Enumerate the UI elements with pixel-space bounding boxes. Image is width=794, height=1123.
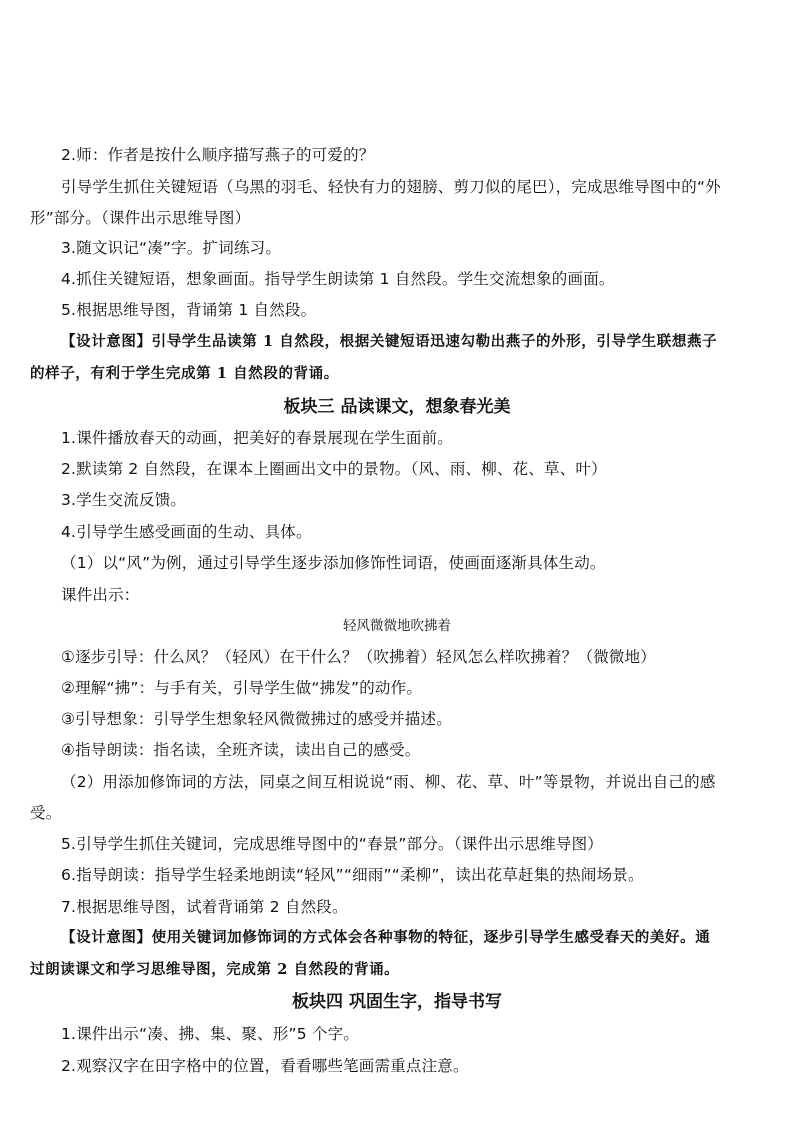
text-line: （2）用添加修饰词的方法，同桌之间互相说说“雨、柳、花、草、叶”等景物，并说出自己的感 xyxy=(61,773,716,791)
design-intent-text: 【设计意图】使用关键词加修饰词的方式体会各种事物的特征，逐步引导学生感受春天的美好。通 xyxy=(61,929,711,946)
text-line: 5.引导学生抓住关键词，完成思维导图中的“春景”部分。（课件出示思维导图） xyxy=(61,835,604,853)
text-line: 受。 xyxy=(30,804,62,822)
text-line: 2.观察汉字在田字格中的位置，看看哪些笔画需重点注意。 xyxy=(61,1057,469,1075)
text-line: 3.学生交流反馈。 xyxy=(61,491,187,509)
text-line: ④指导朗读：指名读，全班齐读，读出自己的感受。 xyxy=(61,741,421,759)
text-line: 4.抓住关键短语，想象画面。指导学生朗读第 1 自然段。学生交流想象的画面。 xyxy=(61,270,615,288)
courseware-text: 轻风微微地吹拂着 xyxy=(343,618,451,634)
text-line: 课件出示： xyxy=(61,586,140,604)
text-line: 7.根据思维导图，试着背诵第 2 自然段。 xyxy=(61,898,348,916)
design-intent-text: 的样子，有利于学生完成第 1 自然段的背诵。 xyxy=(30,365,339,382)
text-line: 1.课件出示“凑、拂、集、聚、形”5 个字。 xyxy=(61,1025,360,1043)
text-line: 形”部分。（课件出示思维导图） xyxy=(30,209,251,227)
text-line: ③引导想象：引导学生想象轻风微微拂过的感受并描述。 xyxy=(61,710,452,728)
text-line: 3.随文识记“凑”字。扩词练习。 xyxy=(61,239,282,257)
section-heading: 板块四 巩固生字，指导书写 xyxy=(292,992,502,1012)
text-line: 5.根据思维导图，背诵第 1 自然段。 xyxy=(61,301,317,319)
section-heading: 板块三 品读课文，想象春光美 xyxy=(283,397,511,417)
text-line: 引导学生抓住关键短语（乌黑的羽毛、轻快有力的翅膀、剪刀似的尾巴），完成思维导图中的“外 xyxy=(61,178,721,196)
text-line: （1）以“风”为例，通过引导学生逐步添加修饰性词语，使画面逐渐具体生动。 xyxy=(61,554,606,572)
text-line: 2.师：作者是按什么顺序描写燕子的可爱的？ xyxy=(61,146,375,164)
text-line: ①逐步引导：什么风？（轻风）在干什么？（吹拂着）轻风怎么样吹拂着？（微微地） xyxy=(61,648,656,666)
text-line: 2.默读第 2 自然段，在课本上圈画出文中的景物。（风、雨、柳、花、草、叶） xyxy=(61,460,607,478)
text-line: ②理解“拂”：与手有关，引导学生做“拂发”的动作。 xyxy=(61,679,423,697)
text-line: 4.引导学生感受画面的生动、具体。 xyxy=(61,523,312,541)
design-intent-text: 过朗读课文和学习思维导图，完成第 2 自然段的背诵。 xyxy=(30,961,400,978)
design-intent-text: 【设计意图】引导学生品读第 1 自然段，根据关键短语迅速勾勒出燕子的外形，引导学生联想燕子 xyxy=(61,333,718,350)
text-line: 1.课件播放春天的动画，把美好的春景展现在学生面前。 xyxy=(61,429,453,447)
text-line: 6.指导朗读：指导学生轻柔地朗读“轻风”“细雨”“柔柳”，读出花草赶集的热闹场景。 xyxy=(61,866,644,884)
